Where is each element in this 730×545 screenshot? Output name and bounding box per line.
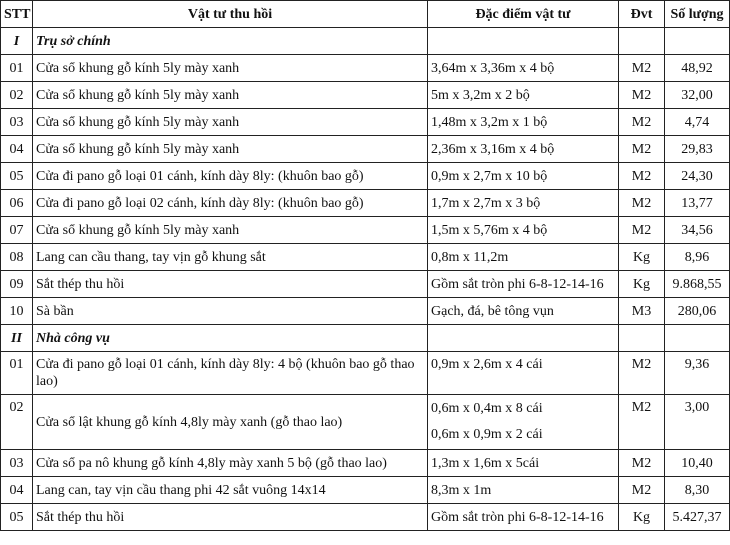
row-spec-line: 0,6m x 0,9m x 2 cái <box>431 427 543 442</box>
row-number: 09 <box>1 271 33 298</box>
section-number: II <box>1 325 33 352</box>
row-item: Lang can cầu thang, tay vịn gỗ khung sắt <box>33 244 428 271</box>
row-item: Cửa sổ lật khung gỗ kính 4,8ly mày xanh (gỗ thao lao) <box>33 395 428 450</box>
header-unit: Đvt <box>619 1 665 28</box>
table-row <box>1 352 730 395</box>
row-unit: M2 <box>619 477 665 504</box>
row-unit: Kg <box>619 244 665 271</box>
row-item: Sắt thép thu hồi <box>33 271 428 298</box>
row-qty: 3,00 <box>665 395 730 450</box>
row-unit: M3 <box>619 298 665 325</box>
table-row <box>1 477 730 504</box>
section-row <box>1 28 730 55</box>
row-unit: M2 <box>619 395 665 450</box>
row-number: 03 <box>1 450 33 477</box>
row-spec: Gồm sắt tròn phi 6-8-12-14-16 <box>428 271 619 298</box>
row-unit: M2 <box>619 217 665 244</box>
table-row <box>1 82 730 109</box>
row-item: Cửa đi pano gỗ loại 02 cánh, kính dày 8ly: (khuôn bao gỗ) <box>33 190 428 217</box>
row-unit: M2 <box>619 352 665 395</box>
row-item: Cửa sổ khung gỗ kính 5ly mày xanh <box>33 82 428 109</box>
row-unit: M2 <box>619 190 665 217</box>
table-row <box>1 217 730 244</box>
row-qty: 8,30 <box>665 477 730 504</box>
row-number: 08 <box>1 244 33 271</box>
row-spec: Gạch, đá, bê tông vụn <box>428 298 619 325</box>
row-item: Cửa sổ khung gỗ kính 5ly mày xanh <box>33 55 428 82</box>
header-spec: Đặc điểm vật tư <box>428 1 619 28</box>
row-number: 01 <box>1 352 33 395</box>
row-number: 03 <box>1 109 33 136</box>
table-row <box>1 109 730 136</box>
row-qty: 24,30 <box>665 163 730 190</box>
row-unit: Kg <box>619 504 665 531</box>
section-number: I <box>1 28 33 55</box>
table-row <box>1 136 730 163</box>
row-item: Lang can, tay vịn cầu thang phi 42 sắt vuông 14x14 <box>33 477 428 504</box>
row-spec-line: 0,6m x 0,4m x 8 cái <box>431 401 543 416</box>
header-item: Vật tư thu hồi <box>33 1 428 28</box>
header-stt: STT <box>1 1 33 28</box>
row-spec: Gồm sắt tròn phi 6-8-12-14-16 <box>428 504 619 531</box>
row-qty: 5.427,37 <box>665 504 730 531</box>
table-row <box>1 190 730 217</box>
row-number: 04 <box>1 477 33 504</box>
section-title: Nhà công vụ <box>33 325 428 352</box>
row-qty: 32,00 <box>665 82 730 109</box>
section-row <box>1 325 730 352</box>
row-spec: 8,3m x 1m <box>428 477 619 504</box>
row-spec: 1,48m x 3,2m x 1 bộ <box>428 109 619 136</box>
row-unit: M2 <box>619 136 665 163</box>
table-row <box>1 271 730 298</box>
table-row <box>1 504 730 531</box>
header-qty: Số lượng <box>665 1 730 28</box>
row-spec: 0,8m x 11,2m <box>428 244 619 271</box>
row-item: Cửa sổ khung gỗ kính 5ly mày xanh <box>33 109 428 136</box>
row-unit: M2 <box>619 109 665 136</box>
row-item: Cửa sổ khung gỗ kính 5ly mày xanh <box>33 217 428 244</box>
row-qty: 8,96 <box>665 244 730 271</box>
row-spec: 1,5m x 5,76m x 4 bộ <box>428 217 619 244</box>
row-spec: 0,9m x 2,6m x 4 cái <box>428 352 619 395</box>
row-spec: 1,7m x 2,7m x 3 bộ <box>428 190 619 217</box>
table-row <box>1 450 730 477</box>
table-row <box>1 55 730 82</box>
row-spec: 0,9m x 2,7m x 10 bộ <box>428 163 619 190</box>
row-number: 06 <box>1 190 33 217</box>
row-unit: M2 <box>619 55 665 82</box>
row-qty: 29,83 <box>665 136 730 163</box>
row-unit: Kg <box>619 271 665 298</box>
row-spec: 5m x 3,2m x 2 bộ <box>428 82 619 109</box>
header-row <box>1 1 730 28</box>
row-number: 10 <box>1 298 33 325</box>
table-row <box>1 395 730 450</box>
row-qty: 13,77 <box>665 190 730 217</box>
row-item: Cửa sổ khung gỗ kính 5ly mày xanh <box>33 136 428 163</box>
row-qty: 34,56 <box>665 217 730 244</box>
table-row <box>1 244 730 271</box>
row-unit: M2 <box>619 82 665 109</box>
row-qty: 9,36 <box>665 352 730 395</box>
section-title: Trụ sở chính <box>33 28 428 55</box>
row-item: Cửa đi pano gỗ loại 01 cánh, kính dày 8ly: (khuôn bao gỗ) <box>33 163 428 190</box>
row-item: Cửa sổ pa nô khung gỗ kính 4,8ly mày xanh 5 bộ (gỗ thao lao) <box>33 450 428 477</box>
row-number: 04 <box>1 136 33 163</box>
row-qty: 48,92 <box>665 55 730 82</box>
row-number: 05 <box>1 163 33 190</box>
row-number: 07 <box>1 217 33 244</box>
row-spec: 2,36m x 3,16m x 4 bộ <box>428 136 619 163</box>
row-qty: 280,06 <box>665 298 730 325</box>
table-row <box>1 298 730 325</box>
row-qty: 10,40 <box>665 450 730 477</box>
row-spec: 1,3m x 1,6m x 5cái <box>428 450 619 477</box>
table-row <box>1 163 730 190</box>
row-qty: 4,74 <box>665 109 730 136</box>
row-item: Cửa đi pano gỗ loại 01 cánh, kính dày 8ly: 4 bộ (khuôn bao gỗ thao lao) <box>33 352 428 395</box>
row-spec: 3,64m x 3,36m x 4 bộ <box>428 55 619 82</box>
row-unit: M2 <box>619 163 665 190</box>
row-spec <box>428 395 619 450</box>
row-item: Sắt thép thu hồi <box>33 504 428 531</box>
row-number: 02 <box>1 395 33 450</box>
row-qty: 9.868,55 <box>665 271 730 298</box>
row-item: Sà bần <box>33 298 428 325</box>
row-number: 05 <box>1 504 33 531</box>
row-number: 01 <box>1 55 33 82</box>
row-unit: M2 <box>619 450 665 477</box>
row-number: 02 <box>1 82 33 109</box>
